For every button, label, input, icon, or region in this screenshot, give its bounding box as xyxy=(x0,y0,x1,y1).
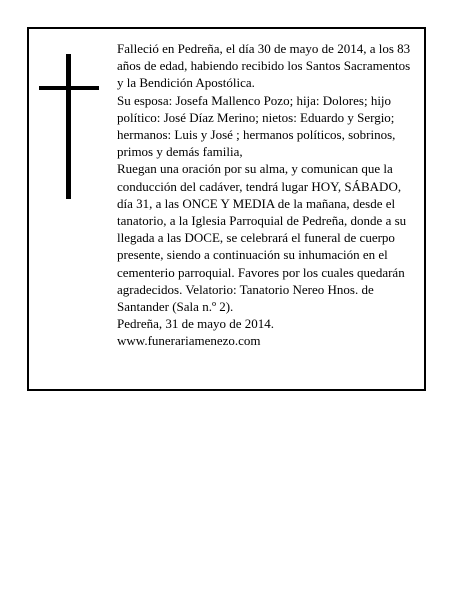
cross-horizontal-bar xyxy=(39,86,99,90)
family-list: Su esposa: Josefa Mallenco Pozo; hija: Dolores; hijo político: José Díaz Merino; nietos: Eduardo y Sergio; hermanos: Luis y José ; hermanos políticos, sobrinos, primos y demás familia, xyxy=(117,92,396,160)
death-announcement: Falleció en Pedreña, el día 30 de mayo de 2014, a los 83 años de edad, habiendo recibido los Santos Sacramentos y la Bendición Apostólica. xyxy=(117,41,411,91)
cross-icon xyxy=(39,54,99,199)
funeral-home-website[interactable]: www.funerariamenezo.com xyxy=(117,333,261,349)
funeral-details: Ruegan una oración por su alma, y comunican que la conducción del cadáver, tendrá lugar HOY, SÁBADO, día 31, a las ONCE Y MEDIA de la mañana, desde el tanatorio, a la Iglesia Parroquial de Pedreña, donde a su llegada a las DOCE, se celebrará el funeral de cuerpo presente, siendo a continuación su inhumación en el cementerio parroquial. Favores por los cuales quedarán agradecidos. Velatorio: Tanatorio Nereo Hnos. de Santander (Sala n.º 2). xyxy=(117,161,407,315)
notice-text xyxy=(117,40,419,350)
cross-vertical-bar xyxy=(66,54,71,199)
obituary-notice xyxy=(27,27,426,391)
place-and-date: Pedreña, 31 de mayo de 2014. xyxy=(117,316,275,332)
